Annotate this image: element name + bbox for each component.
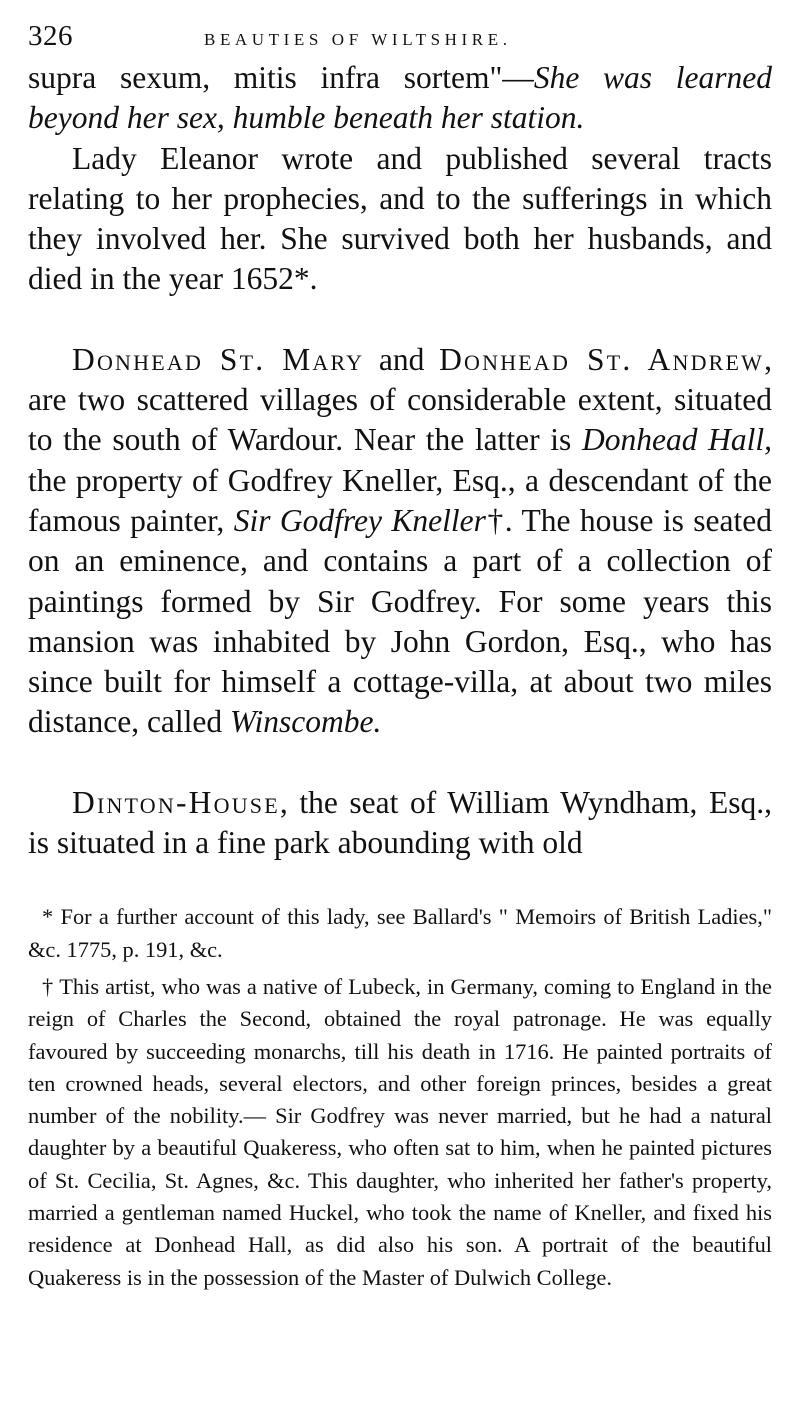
paragraph-1 [28, 58, 772, 139]
paragraph-2 [28, 139, 772, 300]
paragraph-4 [28, 783, 772, 864]
place-name-donhead-st-andrew: Donhead St. Andrew [439, 341, 765, 377]
running-head: BEAUTIES OF WILTSHIRE. [204, 30, 512, 49]
paragraph-1-italic: She was learned beyond her sex, humble beneath her station. [28, 60, 772, 136]
place-name-dinton-house: Dinton-House [72, 784, 280, 820]
footnotes [28, 901, 772, 1294]
book-page [28, 18, 772, 1294]
paragraph-3-italic-donhead-hall: Donhead Hall, [581, 422, 773, 458]
footnote-1: * For a further account of this lady, see Ballard's " Memoirs of British Ladies," &c. 1775, p. 191, &c. [28, 904, 772, 962]
footnote-2: † This artist, who was a native of Lubeck, in Germany, coming to England in the reign of Charles the Second, obtained the royal patronage. He was equally favoured by succeeding monarchs, till his death in 1716. He painted portraits of ten crowned heads, several electors, and other foreign princes, besides a great number of the nobility.— Sir Godfrey was never married, but he had a natural daughter by a beautiful Quakeress, who often sat to him, when he painted pictures of St. Cecilia, St. Agnes, &c. This daughter, who inherited her father's property, married a gentleman named Huckel, who took the name of Kneller, and fixed his residence at Donhead Hall, as did also his son. A portrait of the beautiful Quakeress is in the possession of the Master of Dulwich College. [28, 973, 772, 1290]
page-header [28, 18, 772, 58]
paragraph-3-conjunction: and [364, 341, 440, 377]
paragraph-3-text-b: the property of Godfrey Kneller, Esq., a descendant of the famous painter, [28, 462, 772, 538]
paragraph-3-text-a: , are two scattered villages of considerable extent, situated to the south of Wardour. Near the latter is [28, 341, 773, 458]
paragraph-3 [28, 340, 772, 743]
page-number: 326 [28, 20, 73, 52]
paragraph-4-text: , the seat of William Wyndham, Esq., is situated in a fine park abounding with old [28, 784, 772, 861]
paragraph-2-text: Lady Eleanor wrote and published several tracts relating to her prophecies, and to the sufferings in which they involved her. She survived both her husbands, and died in the year 1652*. [28, 140, 772, 297]
paragraph-3-italic-winscombe: Winscombe. [230, 704, 382, 740]
place-name-donhead-st-mary: Donhead St. Mary [72, 341, 365, 377]
main-text [28, 58, 772, 863]
paragraph-3-italic-kneller: Sir Godfrey Kneller [233, 502, 486, 538]
paragraph-3-text-c: †. The house is seated on an eminence, and contains a part of a collection of paintings formed by Sir Godfrey. For some years this mansion was inhabited by John Gordon, Esq., who has since built for himself a cottage-villa, at about two miles distance, called [28, 502, 773, 740]
paragraph-1-text: supra sexum, mitis infra sortem"— [28, 60, 534, 95]
